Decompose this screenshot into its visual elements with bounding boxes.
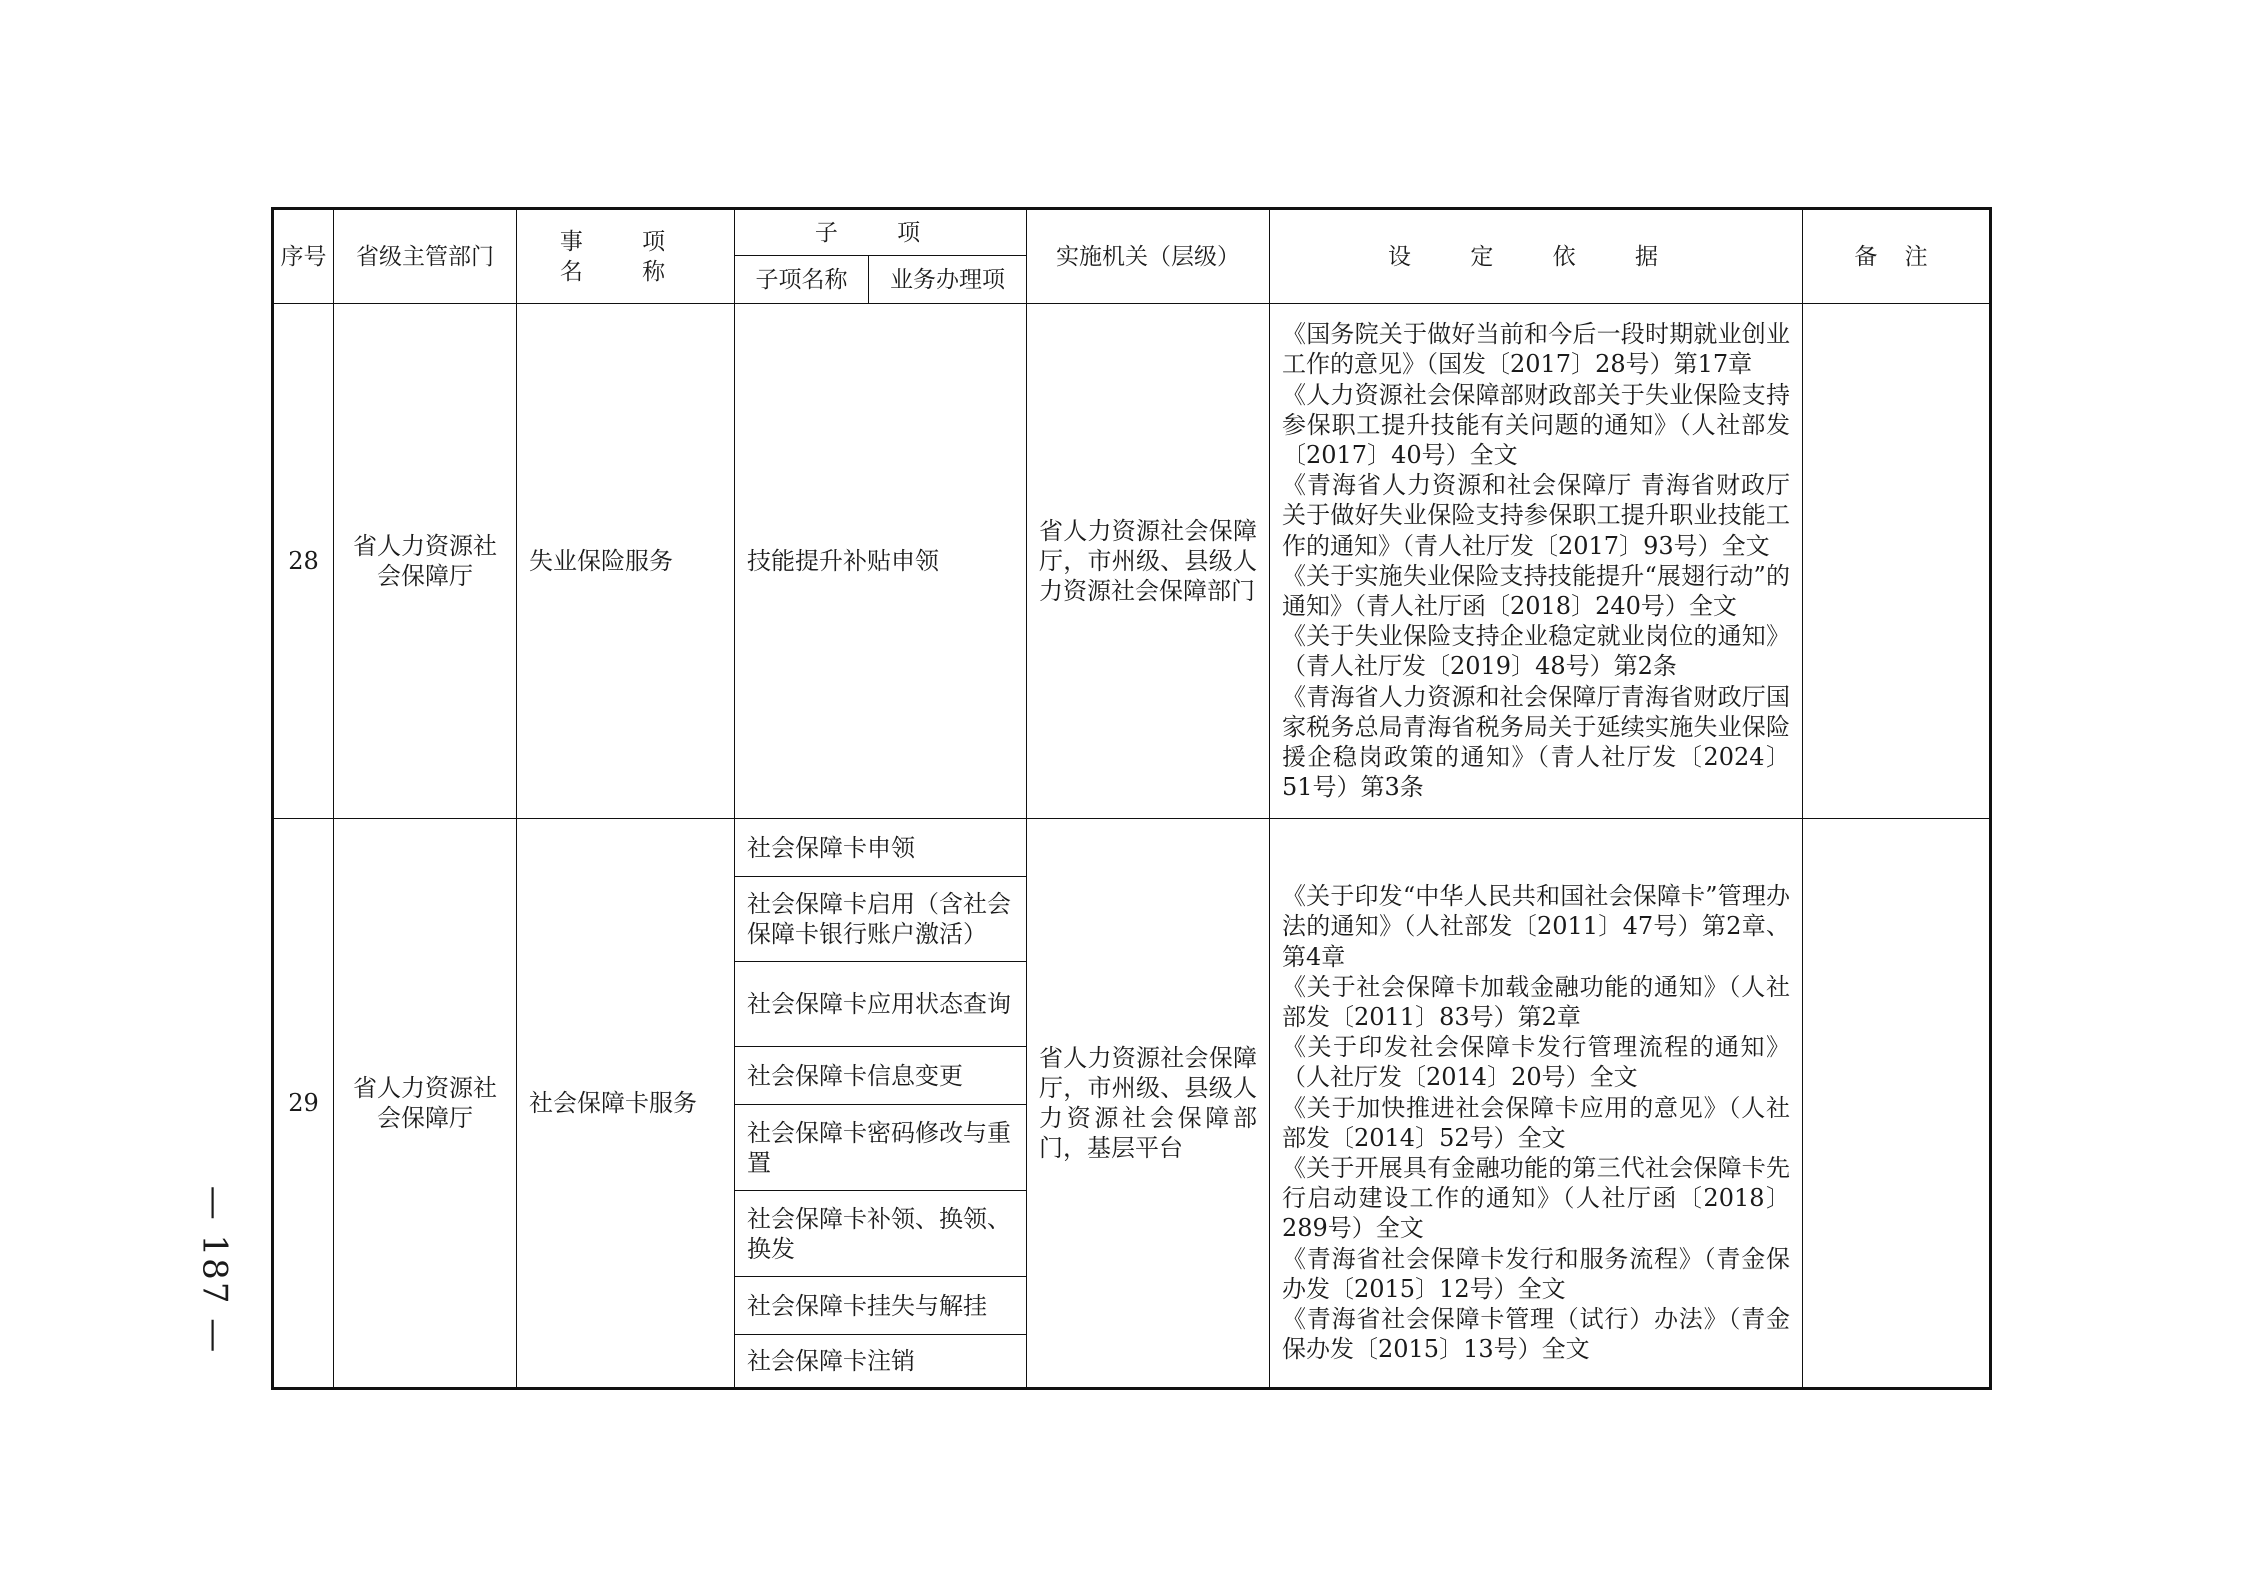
- basis-line: 《关于印发社会保障卡发行管理流程的通知》（人社厅发〔2014〕20号）全文: [1282, 1033, 1790, 1092]
- sub-item: 社会保障卡应用状态查询: [735, 962, 1027, 1047]
- sub-item: 社会保障卡申领: [735, 818, 1027, 877]
- header-sub-name: 子项名称: [735, 256, 869, 304]
- header-remark: 备 注: [1803, 209, 1991, 304]
- row-dept: 省人力资源社会保障厅: [334, 304, 517, 819]
- basis-line: 《关于印发“中华人民共和国社会保障卡”管理办法的通知》（人社部发〔2011〕47号）第2章、第4章: [1282, 882, 1790, 971]
- row-item-name: 失业保险服务: [517, 304, 735, 819]
- row-remark: [1803, 304, 1991, 819]
- row-basis: [1270, 818, 1803, 1388]
- sub-item: 社会保障卡注销: [735, 1335, 1027, 1389]
- table-row: [273, 818, 1991, 877]
- sub-item: 社会保障卡补领、换领、换发: [735, 1191, 1027, 1277]
- header-item-name: 事 项 名 称: [517, 209, 735, 304]
- header-seq: 序号: [273, 209, 334, 304]
- row-seq: 28: [273, 304, 334, 819]
- basis-line: 《关于开展具有金融功能的第三代社会保障卡先行启动建设工作的通知》（人社厅函〔2018〕289号）全文: [1282, 1154, 1790, 1243]
- basis-line: 《青海省人力资源和社会保障厅青海省财政厅国家税务总局青海省税务局关于延续实施失业保险援企稳岗政策的通知》（青人社厅发〔2024〕51号）第3条: [1282, 682, 1790, 802]
- basis-line: 《关于实施失业保险支持技能提升“展翅行动”的通知》（青人社厅函〔2018〕240号）全文: [1282, 561, 1790, 621]
- row-item-name: 社会保障卡服务: [517, 818, 735, 1388]
- row-sub-item: 技能提升补贴申领: [735, 304, 1027, 819]
- basis-line: 《关于社会保障卡加载金融功能的通知》（人社部发〔2011〕83号）第2章: [1282, 972, 1790, 1032]
- header-basis: 设 定 依 据: [1270, 209, 1803, 304]
- basis-line: 《国务院关于做好当前和今后一段时期就业创业工作的意见》（国发〔2017〕28号）第17章: [1282, 320, 1790, 379]
- header-sub-group: 子 项: [735, 209, 1027, 256]
- basis-line: 《关于失业保险支持企业稳定就业岗位的通知》（青人社厅发〔2019〕48号）第2条: [1282, 622, 1790, 681]
- row-seq: 29: [273, 818, 334, 1388]
- sub-item: 社会保障卡密码修改与重置: [735, 1105, 1027, 1191]
- header-dept: 省级主管部门: [334, 209, 517, 304]
- row-dept: 省人力资源社会保障厅: [334, 818, 517, 1388]
- sub-item: 社会保障卡启用（含社会保障卡银行账户激活）: [735, 877, 1027, 962]
- basis-line: 《人力资源社会保障部财政部关于失业保险支持参保职工提升技能有关问题的通知》（人社部发〔2017〕40号）全文: [1282, 380, 1790, 470]
- basis-line: 《青海省社会保障卡管理（试行）办法》（青金保办发〔2015〕13号）全文: [1282, 1305, 1790, 1364]
- basis-line: 《关于加快推进社会保障卡应用的意见》（人社部发〔2014〕52号）全文: [1282, 1093, 1790, 1152]
- page-number: — 187 —: [194, 1185, 235, 1355]
- service-items-table: [271, 207, 1992, 1390]
- row-agency: 省人力资源社会保障厅，市州级、县级人力资源社会保障部门: [1027, 304, 1270, 819]
- basis-line: 《青海省社会保障卡发行和服务流程》（青金保办发〔2015〕12号）全文: [1282, 1244, 1790, 1303]
- header-agency: 实施机关（层级）: [1027, 209, 1270, 304]
- table-row: [273, 304, 1991, 819]
- basis-line: 《青海省人力资源和社会保障厅 青海省财政厅关于做好失业保险支持参保职工提升职业技能工作的通知》（青人社厅发〔2017〕93号）全文: [1282, 471, 1790, 560]
- sub-item: 社会保障卡信息变更: [735, 1046, 1027, 1105]
- row-agency: 省人力资源社会保障厅，市州级、县级人力资源社会保障部门，基层平台: [1027, 818, 1270, 1388]
- header-business-item: 业务办理项: [869, 256, 1027, 304]
- row-remark: [1803, 818, 1991, 1388]
- sub-item: 社会保障卡挂失与解挂: [735, 1276, 1027, 1335]
- row-basis: [1270, 304, 1803, 819]
